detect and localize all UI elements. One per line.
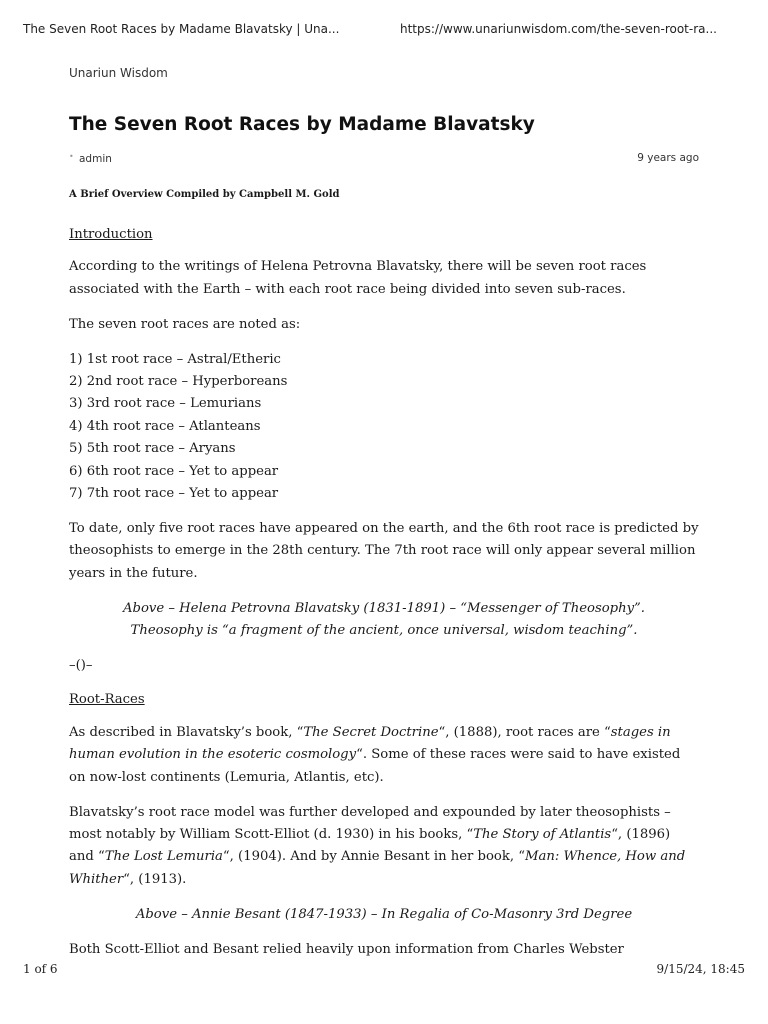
post-title: The Seven Root Races by Madame Blavatsky (69, 114, 535, 135)
blavatsky-caption-line-1: Above – Helena Petrovna Blavatsky (1831-1891) – “Messenger of Theosophy”. (123, 600, 645, 616)
book-title-lost-lemuria: The Lost Lemuria (104, 849, 223, 865)
book-title-man-whence: Man: Whence, How and Whither (69, 849, 686, 887)
scott-elliot-paragraph: Both Scott-Elliot and Besant relied heavily upon information from Charles Webster (69, 941, 624, 957)
later-theosophists-paragraph (69, 802, 699, 892)
list-item: 3) 3rd root race – Lemurians (69, 396, 262, 412)
print-header-url: https://www.unariunwisdom.com/the-seven-root-ra... (400, 22, 717, 36)
text-run: “, (1913). (123, 871, 187, 887)
future-races-paragraph: To date, only five root races have appeared on the earth, and the 6th root race is predicted by theosophists to emerge in the 28th century. The 7th root race will only appear several million years in the future. (69, 520, 699, 581)
text-run: Blavatsky’s root race model was further developed and expounded by later theosophists – most notably by William Scott-Elliot (d. 1930) in his books, “ (69, 804, 671, 842)
book-title-story-of-atlantis: The Story of Atlantis (473, 826, 612, 842)
post-meta (69, 152, 699, 168)
section-separator: –()– (69, 658, 93, 673)
quote-stages: stages in human evolution in the esoteric cosmology (69, 724, 671, 763)
list-item: 1) 1st root race – Astral/Etheric (69, 351, 281, 367)
page-counter: 1 of 6 (23, 962, 58, 976)
print-header (0, 20, 768, 40)
text-run: As described in Blavatsky’s book, “ (69, 724, 304, 740)
list-item: 7) 7th root race – Yet to appear (69, 486, 279, 502)
list-item: 6) 6th root race – Yet to appear (69, 463, 279, 479)
list-item: 2) 2nd root race – Hyperboreans (69, 374, 288, 390)
article-body (69, 186, 699, 973)
besant-caption: Above – Annie Besant (1847-1933) – In Regalia of Co-Masonry 3rd Degree (135, 906, 633, 922)
races-intro-paragraph: The seven root races are noted as: (69, 316, 301, 332)
print-footer (0, 960, 768, 980)
blavatsky-caption-line-2: Theosophy is “a fragment of the ancient, once universal, wisdom teaching”. (130, 623, 638, 639)
site-name[interactable]: Unariun Wisdom (69, 66, 168, 80)
book-title-secret-doctrine: The Secret Doctrine (303, 724, 439, 740)
blavatsky-caption (69, 598, 699, 643)
print-header-title: The Seven Root Races by Madame Blavatsky | Una... (23, 22, 340, 36)
author-bullet-icon: • (69, 152, 74, 161)
print-datetime: 9/15/24, 18:45 (656, 962, 745, 976)
list-item: 5) 5th root race – Aryans (69, 441, 236, 457)
secret-doctrine-paragraph (69, 722, 699, 789)
post-author[interactable]: admin (79, 153, 112, 165)
text-run: “, (1888), root races are “ (438, 724, 611, 740)
intro-paragraph: According to the writings of Helena Petrovna Blavatsky, there will be seven root races associated with the Earth – with each root race being divided into seven sub-races. (69, 259, 647, 297)
root-races-heading: Root-Races (69, 692, 145, 708)
root-races-list (69, 349, 699, 506)
text-run: “, (1904). And by Annie Besant in her book, “ (222, 849, 525, 865)
list-item: 4) 4th root race – Atlanteans (69, 418, 261, 434)
text-run: “, (1896) and “ (69, 826, 671, 865)
text-run: “. Some of these races were said to have existed on now-lost continents (Lemuria, Atlantis, etc). (69, 747, 681, 785)
intro-heading: Introduction (69, 227, 153, 242)
compiled-by: A Brief Overview Compiled by Campbell M. Gold (69, 189, 340, 200)
post-date: 9 years ago (637, 152, 699, 164)
